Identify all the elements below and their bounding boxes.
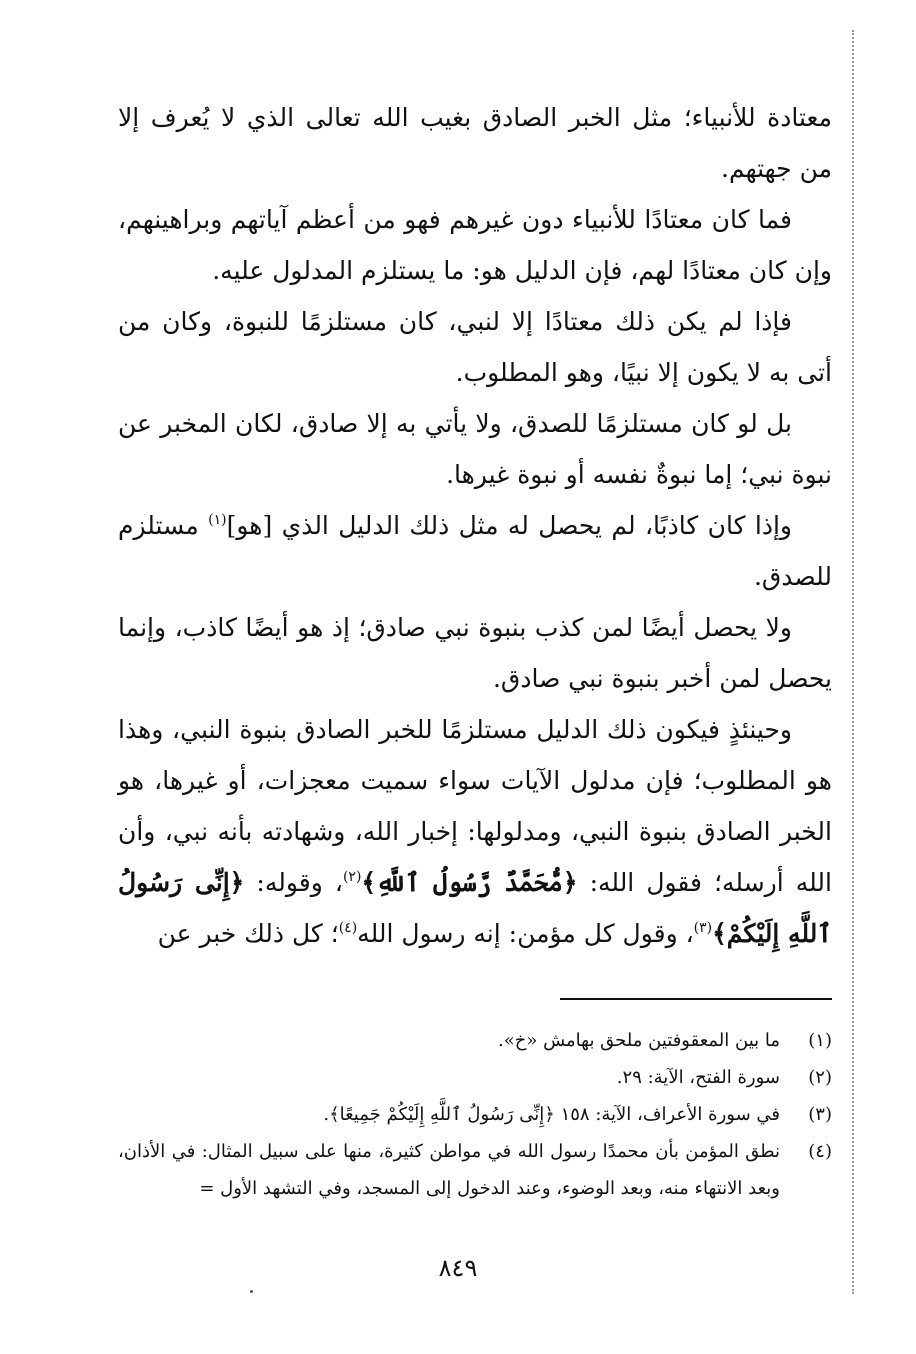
paragraph-7-part-3: ، وقول كل مؤمن: إنه رسول الله — [357, 919, 694, 948]
footnote-3 — [118, 1096, 832, 1133]
scan-speck — [250, 1290, 253, 1293]
footnote-separator — [560, 998, 832, 1000]
paragraph-6: ولا يحصل أيضًا لمن كذب بنبوة نبي صادق؛ إذ هو أيضًا كاذب، وإنما يحصل لمن أخبر بنبوة نبي صادق. — [118, 613, 832, 693]
footnote-text: ما بين المعقوفتين ملحق بهامش «خ». — [497, 1030, 780, 1051]
footnote-4 — [118, 1133, 832, 1207]
paragraph-7-part-2: ، وقوله: — [244, 868, 343, 897]
paragraph-7 — [118, 704, 832, 959]
footnotes-block — [118, 1022, 832, 1207]
footnote-number: (٤) — [808, 1141, 832, 1162]
paragraph-2: فما كان معتادًا للأنبياء دون غيرهم فهو من أعظم آياتهم وبراهينهم، وإن كان معتادًا لهم، فإن الدليل هو: ما يستلزم المدلول عليه. — [118, 205, 832, 285]
quran-quote-1: ﴿مُّحَمَّدٌ رَّسُولُ ٱللَّهِ﴾ — [361, 868, 578, 897]
paragraph-3: فإذا لم يكن ذلك معتادًا إلا لنبي، كان مستلزمًا للنبوة، وكان من أتى به لا يكون إلا نبيًا، وهو المطلوب. — [118, 307, 832, 387]
footnote-1 — [118, 1022, 832, 1059]
page-number: ٨٤٩ — [438, 1254, 478, 1282]
footnote-ref-1: (١) — [208, 512, 227, 528]
main-text-block — [118, 92, 832, 959]
footnote-ref-4: (٤) — [338, 920, 358, 936]
paragraph-5 — [118, 500, 832, 602]
paragraph-7-part-1: وحينئذٍ فيكون ذلك الدليل مستلزمًا للخبر الصادق بنبوة النبي، وهذا هو المطلوب؛ فإن مدلول الآيات سواء سميت معجزات، أو غيرها، هو الخبر الصادق بنبوة النبي، ومدلولها: إخبار الله، وشهادته بأنه نبي، وأن الله أرسله؛ فقول الله: — [118, 715, 832, 897]
paragraph-5-text-end: مستلزم للصدق. — [118, 511, 832, 591]
footnote-number: (٢) — [808, 1067, 832, 1088]
paragraph-5-text-start: وإذا كان كاذبًا، لم يحصل له مثل ذلك الدليل الذي [هو] — [226, 511, 792, 540]
footnote-text: نطق المؤمن بأن محمدًا رسول الله في مواطن كثيرة، منها على سبيل المثال: في الأذان، وبعد الانتهاء منه، وبعد الوضوء، وعند الدخول إلى المسجد، وفي التشهد الأول = — [118, 1141, 780, 1199]
footnote-text: سورة الفتح، الآية: ٢٩. — [616, 1067, 780, 1088]
footnote-2 — [118, 1059, 832, 1096]
paragraph-4: بل لو كان مستلزمًا للصدق، ولا يأتي به إلا صادق، لكان المخبر عن نبوة نبي؛ إما نبوةٌ نفسه أو نبوة غيرها. — [118, 409, 832, 489]
footnote-number: (٣) — [808, 1104, 832, 1125]
paragraph-7-part-4: ؛ كل ذلك خبر عن — [157, 919, 339, 948]
paragraph-1: معتادة للأنبياء؛ مثل الخبر الصادق بغيب الله تعالى الذي لا يُعرف إلا من جهتهم. — [118, 103, 832, 183]
footnote-ref-2: (٢) — [342, 869, 362, 885]
quran-quote-2: ﴿إِنِّى رَسُولُ ٱللَّهِ إِلَيْكُمْ﴾ — [118, 868, 832, 948]
footnote-ref-3: (٣) — [693, 920, 713, 936]
footnote-text: في سورة الأعراف، الآية: ١٥٨ ﴿إِنِّى رَسُولُ ٱللَّهِ إِلَيْكُمْ جَمِيعًا﴾. — [323, 1104, 780, 1125]
footnote-number: (١) — [808, 1030, 832, 1051]
page-edge-dotted-line — [852, 30, 854, 1294]
